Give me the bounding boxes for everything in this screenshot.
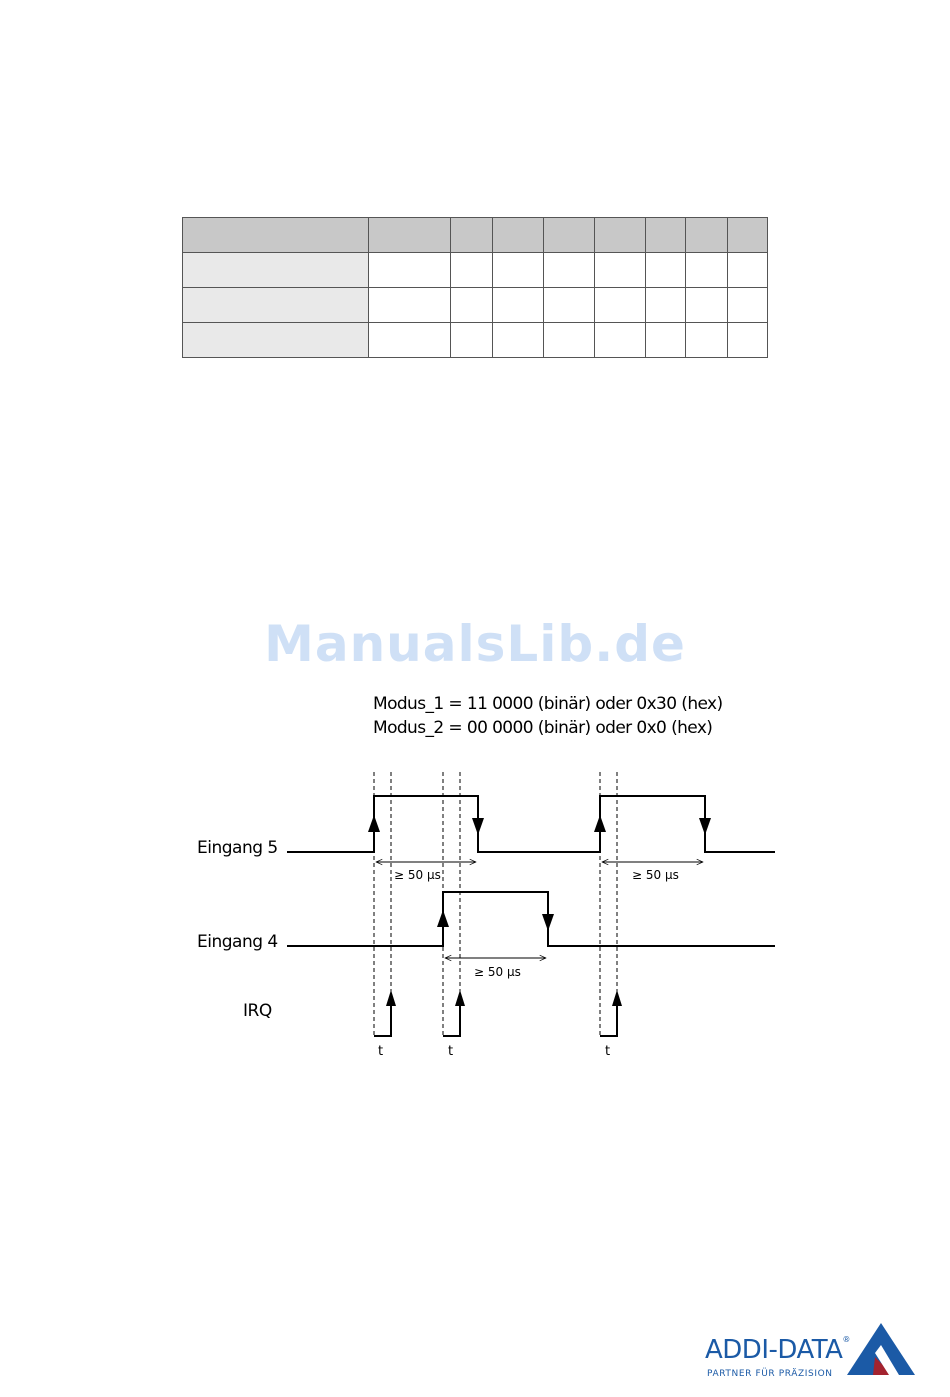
- falling-edge-arrow: [542, 914, 554, 931]
- signal-label-eingang4: Eingang 4: [197, 932, 278, 952]
- watermark: ManualsLib.de: [264, 615, 686, 673]
- pulse-width-label: ≥ 50 µs: [394, 868, 441, 882]
- falling-edge-arrow: [472, 818, 484, 835]
- signal-label-irq: IRQ: [243, 1001, 272, 1021]
- delay-label: t: [378, 1044, 384, 1059]
- waveform-eingang4: [287, 892, 775, 946]
- reference-lines: [374, 772, 617, 1036]
- logo-name: ADDI-DATA: [705, 1335, 843, 1365]
- falling-edge-arrow: [699, 818, 711, 835]
- rising-edge-arrow: [437, 910, 449, 927]
- logo-registered-mark: ®: [842, 1335, 850, 1344]
- waveform-irq: [374, 990, 622, 1036]
- logo-wordmark: [705, 1335, 850, 1365]
- signal-label-eingang5: Eingang 5: [197, 838, 278, 858]
- mode-2-text: Modus_2 = 00 0000 (binär) oder 0x0 (hex): [373, 718, 713, 738]
- delay-label: t: [605, 1044, 611, 1059]
- pulse-width-label: ≥ 50 µs: [474, 965, 521, 979]
- pulse-width-label: ≥ 50 µs: [632, 868, 679, 882]
- logo-tagline: PARTNER FÜR PRÄZISION: [707, 1369, 833, 1379]
- rising-edge-arrow: [594, 815, 606, 832]
- mode-1-text: Modus_1 = 11 0000 (binär) oder 0x30 (hex): [373, 694, 723, 714]
- addi-data-logo: [705, 1335, 915, 1385]
- rising-edge-arrow: [368, 815, 380, 832]
- logo-triangle-icon: [845, 1323, 915, 1375]
- delay-label: t: [448, 1044, 454, 1059]
